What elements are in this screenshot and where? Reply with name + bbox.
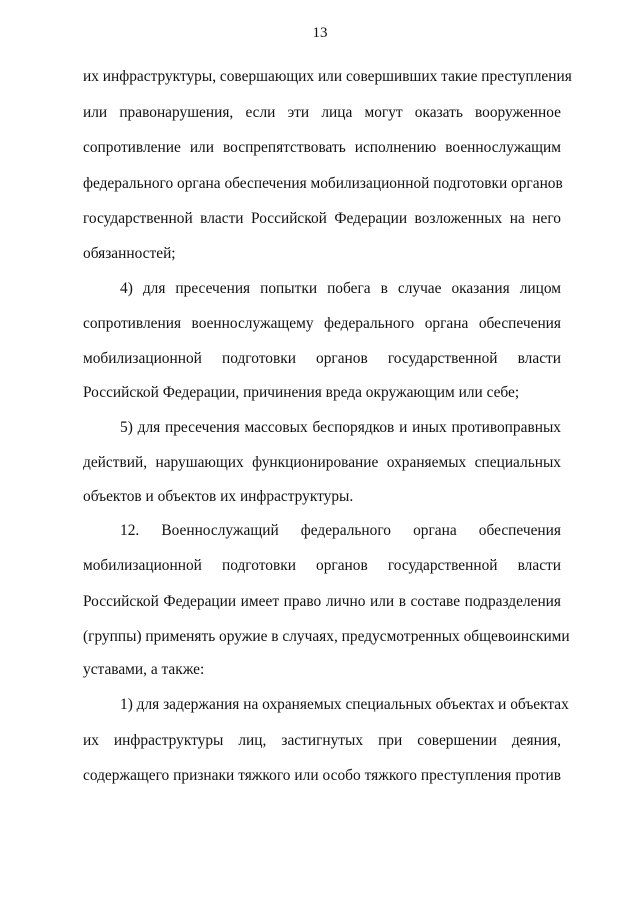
text-line: или правонарушения, если эти лица могут оказать вооруженное [83, 104, 561, 121]
text-line: (группы) применять оружие в случаях, предусмотренных общевоинскими [83, 628, 570, 645]
text-line: мобилизационной подготовки органов государственной власти [83, 350, 561, 367]
text-line: Российской Федерации имеет право лично или в составе подразделения [83, 593, 561, 610]
text-line: Российской Федерации, причинения вреда окружающим или себе; [83, 384, 520, 401]
text-line: 4) для пресечения попытки побега в случае оказания лицом [120, 280, 561, 297]
text-line: действий, нарушающих функционирование охраняемых специальных [83, 454, 561, 471]
text-line: их инфраструктуры лиц, застигнутых при совершении деяния, [83, 732, 561, 749]
text-line: государственной власти Российской Федерации возложенных на него [83, 210, 561, 227]
text-line: 12. Военнослужащий федерального органа обеспечения [120, 522, 561, 539]
text-line: объектов и объектов их инфраструктуры. [83, 488, 354, 505]
page-number: 13 [312, 25, 328, 41]
text-line: федерального органа обеспечения мобилизационной подготовки органов [83, 175, 563, 192]
text-line: содержащего признаки тяжкого или особо тяжкого преступления против [83, 767, 561, 784]
text-line: 5) для пресечения массовых беспорядков и иных противоправных [120, 419, 561, 436]
text-line: сопротивления военнослужащему федерального органа обеспечения [83, 315, 561, 332]
text-line: обязанностей; [83, 245, 176, 262]
text-line: их инфраструктуры, совершающих или совершивших такие преступления [83, 68, 572, 85]
text-line: мобилизационной подготовки органов государственной власти [83, 557, 561, 574]
text-line: 1) для задержания на охраняемых специальных объектах и объектах [120, 696, 569, 713]
text-line: уставами, а также: [83, 661, 205, 678]
text-line: сопротивление или воспрепятствовать исполнению военнослужащим [83, 139, 561, 156]
